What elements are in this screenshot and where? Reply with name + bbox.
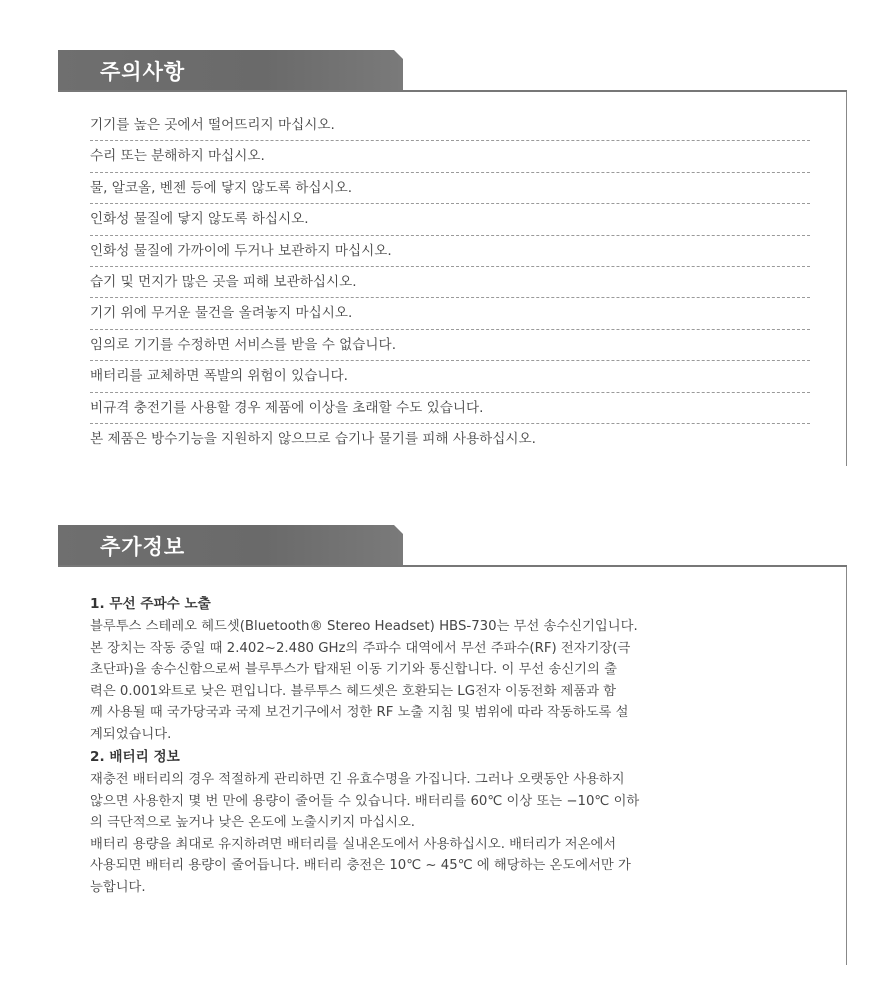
caution-item: 수리 또는 분해하지 마십시오. [90, 141, 810, 172]
battery-line: 않으면 사용한지 몇 번 만에 용량이 줄어들 수 있습니다. 배터리를 60℃ 이상 또는 −10℃ 이하 [90, 793, 640, 809]
battery-paragraph-2 [90, 834, 820, 899]
caution-right-border [846, 92, 847, 466]
battery-line: 재충전 배터리의 경우 적절하게 관리하면 긴 유효수명을 가집니다. 그러나 오랫동안 사용하지 [90, 772, 625, 787]
info-title: 추가정보 [100, 535, 186, 559]
rf-line: 력은 0.001와트로 낮은 편입니다. 블루투스 헤드셋은 호환되는 LG전자 이동전화 제품과 함 [90, 683, 617, 699]
caution-header [58, 50, 847, 92]
info-header [58, 525, 847, 567]
info-body [90, 592, 820, 898]
rf-line: 께 사용될 때 국가당국과 국제 보건기구에서 정한 RF 노출 지침 및 범위에 따라 작동하도록 설 [90, 705, 629, 720]
caution-item: 습기 및 먼지가 많은 곳을 피해 보관하십시오. [90, 267, 810, 298]
rf-heading: 1. 무선 주파수 노출 [90, 596, 211, 612]
info-section [58, 525, 847, 895]
caution-item: 본 제품은 방수기능을 지원하지 않으므로 습기나 물기를 피해 사용하십시오. [90, 430, 536, 447]
caution-item: 기기를 높은 곳에서 떨어뜨리지 마십시오. [90, 110, 810, 141]
battery-line: 능합니다. [90, 879, 146, 895]
caution-item: 배터리를 교체하면 폭발의 위험이 있습니다. [90, 361, 810, 392]
caution-item: 비규격 충전기를 사용할 경우 제품에 이상을 초래할 수도 있습니다. [90, 393, 810, 424]
rf-line: 계되었습니다. [90, 726, 172, 742]
caution-list [90, 110, 810, 454]
rf-paragraph [90, 638, 820, 746]
battery-heading: 2. 배터리 정보 [90, 749, 180, 765]
rf-line: 본 장치는 작동 중일 때 2.402~2.480 GHz의 주파수 대역에서 무선 주파수(RF) 전자기장(극 [90, 640, 631, 656]
battery-line: 배터리 용량을 최대로 유지하려면 배터리를 실내온도에서 사용하십시오. 배터리가 저온에서 [90, 836, 617, 852]
caution-item: 기기 위에 무거운 물건을 올려놓지 마십시오. [90, 298, 810, 329]
caution-item: 임의로 기기를 수정하면 서비스를 받을 수 없습니다. [90, 330, 810, 361]
caution-title: 주의사항 [100, 60, 186, 84]
rf-intro: 블루투스 스테레오 헤드셋(Bluetooth® Stereo Headset) HBS-730는 무선 송수신기입니다. [90, 619, 638, 634]
info-right-border [846, 567, 847, 965]
caution-item: 인화성 물질에 가까이에 두거나 보관하지 마십시오. [90, 236, 810, 267]
caution-item: 물, 알코올, 벤젠 등에 닿지 않도록 하십시오. [90, 173, 810, 204]
battery-line: 사용되면 배터리 용량이 줄어듭니다. 배터리 충전은 10℃ ~ 45℃ 에 해당하는 온도에서만 가 [90, 858, 631, 873]
caution-item: 인화성 물질에 닿지 않도록 하십시오. [90, 204, 810, 235]
caution-section [58, 50, 847, 447]
battery-line: 의 극단적으로 높거나 낮은 온도에 노출시키지 마십시오. [90, 815, 416, 830]
battery-paragraph-1 [90, 769, 820, 834]
rf-line: 초단파)을 송수신함으로써 블루투스가 탑재된 이동 기기와 통신합니다. 이 무선 송신기의 출 [90, 662, 617, 677]
